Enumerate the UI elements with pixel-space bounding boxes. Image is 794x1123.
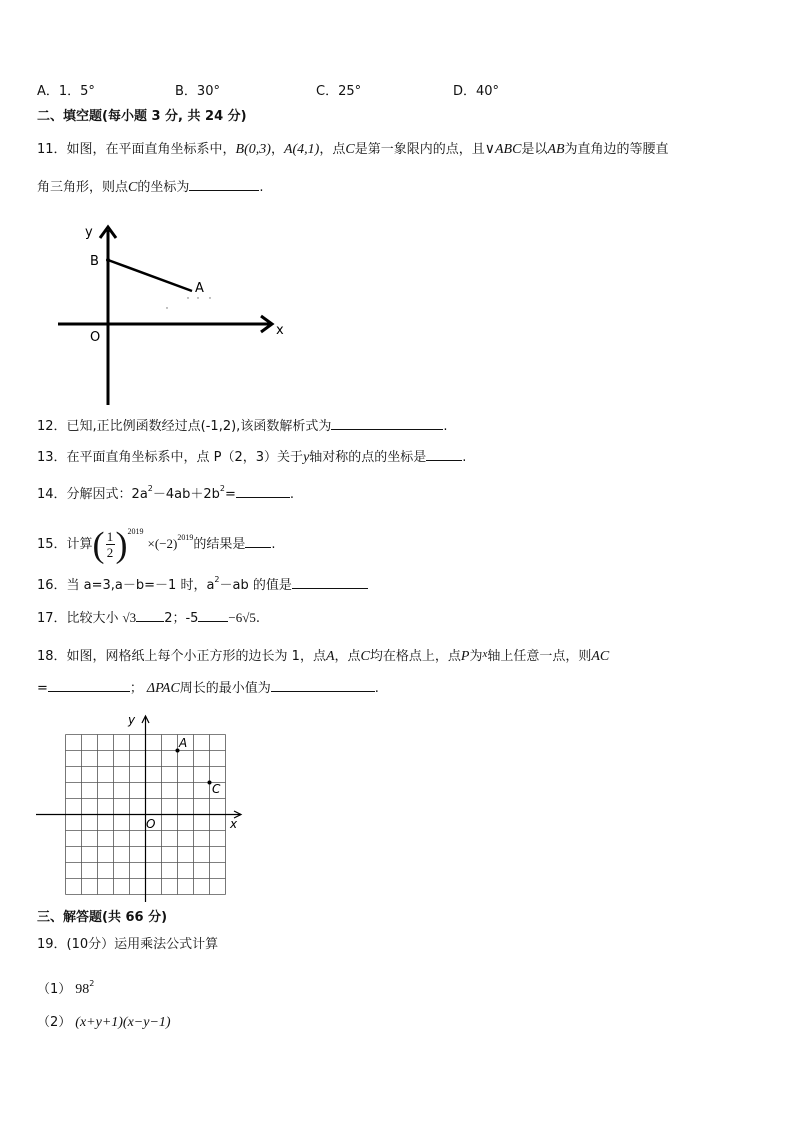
q16-text1: 16．当 a=3,a－b=－1 时，a (37, 578, 215, 593)
answer-blank[interactable] (331, 417, 443, 430)
q14-sup2: 2 (219, 484, 225, 493)
q11-var-c-2: C (128, 180, 138, 195)
q13-var-y: y (303, 450, 310, 465)
answer-blank[interactable] (292, 576, 368, 589)
q11-text3: 是以 (521, 142, 548, 157)
q18-end: . (374, 681, 379, 696)
segment-ab (108, 260, 192, 291)
answer-blank[interactable] (198, 609, 228, 622)
section-2-title: 二、填空题(每小题 3 分, 共 24 分) (37, 109, 247, 124)
question-19-title: 19．(10分）运用乘法公式计算 (37, 937, 219, 952)
question-12 (37, 417, 447, 435)
fraction-denominator: 2 (106, 545, 114, 560)
q18-line2a: = (37, 681, 48, 696)
q18-var-c: C (360, 649, 370, 664)
q18-line2c: 周长的最小值为 (179, 681, 271, 696)
q14-end: . (289, 487, 295, 502)
q15-mid: ×(−2) (147, 536, 178, 551)
figure-grid-plot (36, 710, 246, 905)
q11-text2: 是第一象限内的点，且 (354, 142, 485, 157)
question-19-part-2 (37, 1015, 171, 1031)
q11-prefix: 11．如图，在平面直角坐标系中， (37, 142, 236, 157)
q11-sep: ， (270, 142, 284, 157)
y-axis-label: y (128, 713, 136, 727)
stray-dots (166, 297, 210, 308)
question-16 (37, 572, 368, 594)
answer-blank[interactable] (236, 485, 290, 498)
q16-text2: －ab 的值是 (219, 578, 292, 593)
x-axis-label: x (276, 323, 284, 338)
answer-blank[interactable] (245, 535, 271, 548)
q18-line2b: ； (129, 681, 143, 696)
q11-text1: ，点 (319, 142, 346, 157)
q11-segment: AB (547, 142, 565, 157)
q15-end: . (271, 537, 276, 552)
y-axis-label: y (85, 225, 93, 240)
x-axis-label: x (230, 817, 238, 831)
answer-blank[interactable] (271, 679, 375, 692)
question-19-part-1 (37, 976, 94, 998)
q17-sqrt3: √3 (122, 610, 137, 625)
q18-line1b: 均在格点上，点 (369, 649, 461, 664)
q17-mid1: 2；-5 (164, 611, 199, 626)
q14-text1: 14．分解因式：2a (37, 487, 148, 502)
q11-point-b: B(0,3) (235, 142, 271, 157)
point-a-label: A (179, 736, 188, 750)
q11-point-a: A(4,1) (283, 142, 320, 157)
q18-var-ac: AC (591, 649, 610, 664)
q11-var-c: C (345, 142, 355, 157)
answer-blank[interactable] (189, 178, 259, 191)
q14-text3: = (224, 487, 236, 502)
question-15 (37, 511, 276, 565)
point-c-marker (208, 781, 212, 785)
figure-coordinate-plot (50, 220, 290, 410)
question-13 (37, 448, 466, 466)
origin-label: O (146, 817, 156, 831)
q18-var-x: x (482, 648, 488, 660)
question-11-line-2 (37, 178, 264, 196)
q18-line1c: 为 (469, 649, 483, 664)
question-18-line-1 (37, 646, 609, 665)
q18-var-a: A (325, 649, 335, 664)
choice-a: A．1．5° (37, 84, 95, 99)
choice-c: C．25° (316, 84, 362, 99)
q18-comma: ，点 (334, 649, 361, 664)
point-b-marker (106, 258, 110, 262)
question-18-line-2 (37, 679, 379, 697)
q15-exponent-1: 2019 (127, 527, 144, 536)
q15-text2: 的结果是 (193, 537, 246, 552)
q11-end: . (259, 180, 264, 195)
right-paren: ) (115, 524, 128, 565)
choice-d: D．40° (453, 84, 500, 99)
q15-exponent-2: 2019 (177, 533, 194, 542)
left-paren: ( (92, 524, 105, 565)
q19-p2-label: （2） (37, 1015, 72, 1030)
q14-sup1: 2 (147, 484, 153, 493)
question-11-line-1 (37, 142, 669, 158)
q19-p1-sup: 2 (89, 979, 95, 988)
q12-text: 12．已知,正比例函数经过点(-1,2),该函数解析式为 (37, 419, 332, 434)
q15-text1: 15．计算 (37, 537, 93, 552)
question-17 (37, 609, 260, 627)
q17-end: . (255, 611, 261, 626)
point-c-label: C (212, 782, 221, 796)
point-b-label: B (90, 254, 99, 269)
q19-p1-label: （1） (37, 982, 72, 997)
q19-p1-expr: 98 (75, 982, 90, 997)
origin-label: O (90, 330, 101, 345)
q13-text1: 13．在平面直角坐标系中，点 P（2，3）关于 (37, 450, 304, 465)
q13-end: . (462, 450, 467, 465)
answer-blank[interactable] (426, 448, 462, 461)
q11-line2a: 角三角形，则点 (37, 180, 129, 195)
q13-text2: 轴对称的点的坐标是 (309, 450, 427, 465)
point-a-label: A (195, 281, 204, 296)
q14-text2: －4ab＋2b (152, 487, 220, 502)
q17-text1: 17．比较大小 (37, 611, 119, 626)
section-3-title: 三、解答题(共 66 分) (37, 910, 168, 925)
q18-var-p: P (460, 649, 470, 664)
q18-line1d: 轴上任意一点，则 (487, 649, 592, 664)
q11-triangle: ∨ABC (484, 142, 522, 157)
q18-line1a: 18．如图，网格纸上每个小正方形的边长为 1，点 (37, 649, 326, 664)
q11-text4: 为直角边的等腰直 (564, 142, 669, 157)
answer-blank[interactable] (48, 679, 130, 692)
q17-mid2: −6√5 (228, 610, 256, 625)
q12-end: . (443, 419, 448, 434)
q11-line2b: 的坐标为 (137, 180, 190, 195)
answer-blank[interactable] (136, 609, 164, 622)
choice-b: B．30° (175, 84, 220, 99)
q18-triangle: ΔPAC (146, 681, 180, 696)
question-14 (37, 481, 294, 503)
fraction-numerator: 1 (106, 529, 114, 544)
q16-sup: 2 (214, 575, 220, 584)
q19-p2-expr: (x+y+1)(x−y−1) (75, 1015, 171, 1030)
fraction-one-half (106, 530, 115, 559)
